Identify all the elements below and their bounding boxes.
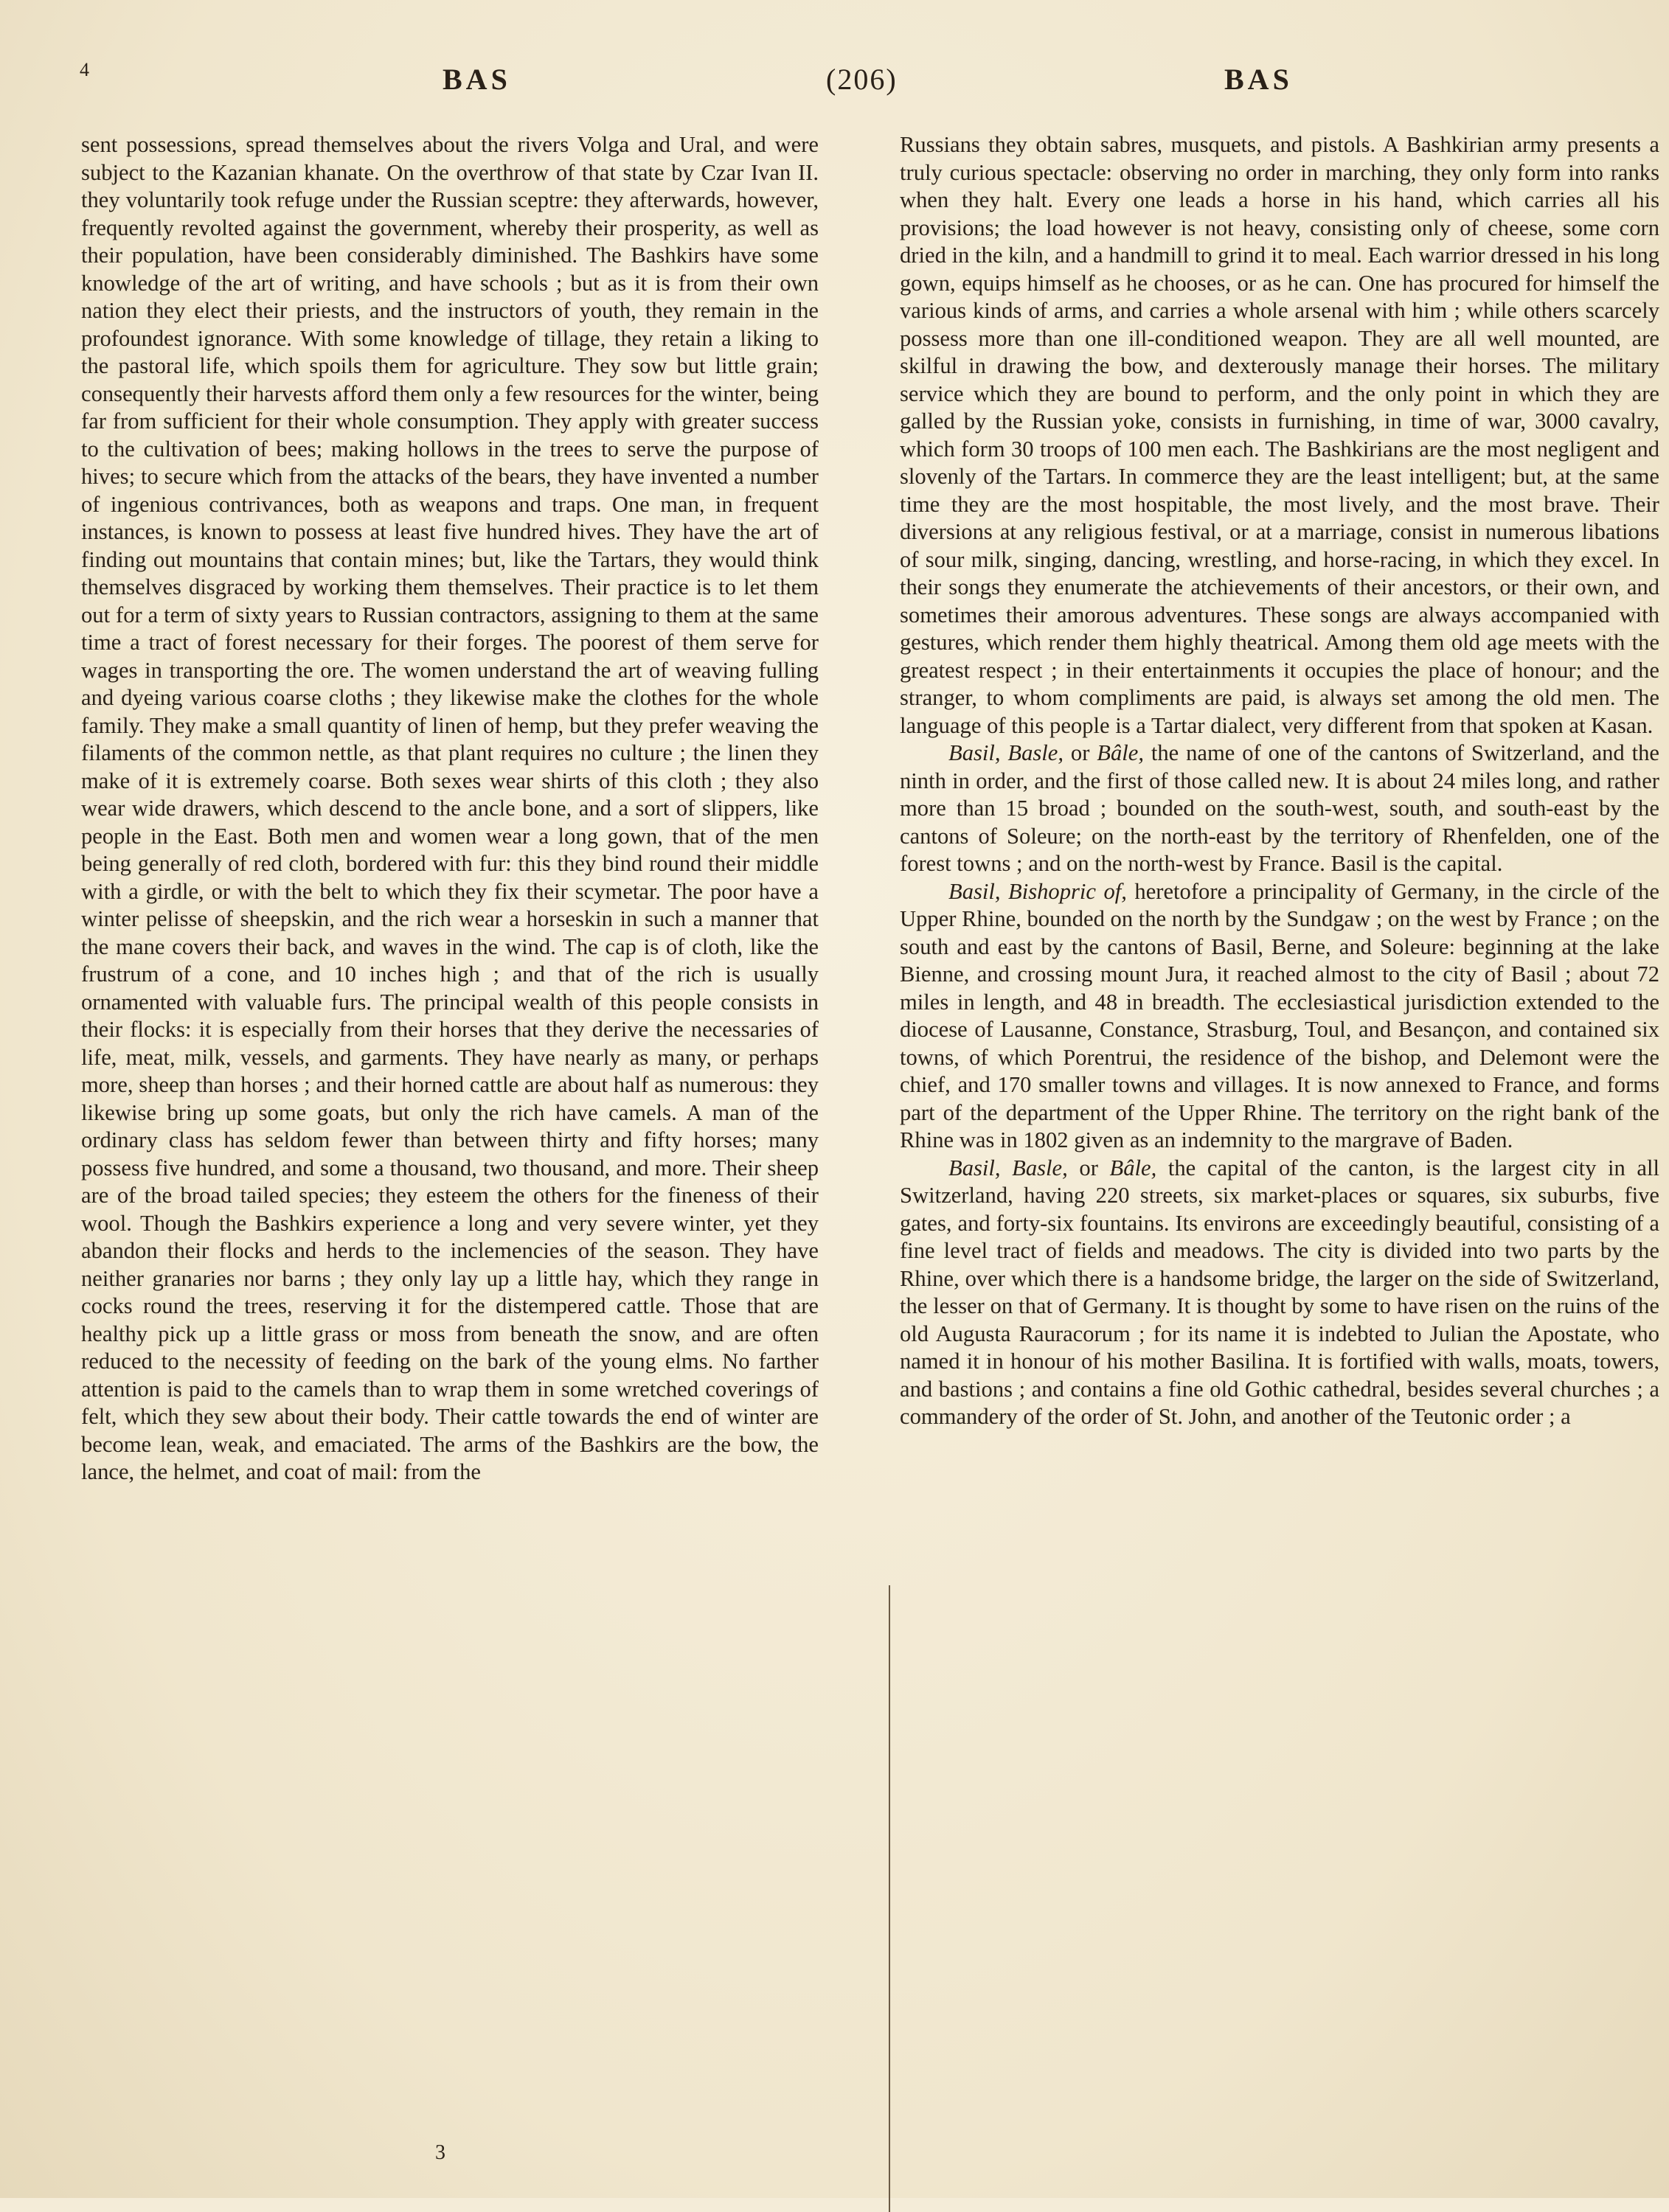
entry-head-connector: or (1070, 740, 1090, 765)
entry-basil-city (900, 1155, 1659, 1431)
entry-basil-canton (900, 740, 1659, 878)
header-left-catchword: BAS (443, 63, 511, 96)
entry-text: the capital of the canton, is the largest city in all Switzerland, having 220 streets, six market-places or squares, six suburbs, five gates, and forty-six fountains. Its environs are exceedingly beautiful, consisting of a fine level tract of fields and meadows. The city is divided into two parts by the Rhine, over which there is a handsome bridge, the larger on the side of Switzerland, the lesser on that of Germany. It is thought by some to have risen on the ruins of the old Augusta Rauracorum ; for its name it is indebted to Julian the Apostate, who named it in honour of his mother Basilina. It is fortified with walls, moats, towers, and bastions ; and contains a fine old Gothic cathedral, besides several churches ; a commandery of the order of St. John, and another of the Teutonic order ; a (900, 1155, 1660, 1429)
page-number: (206) (826, 63, 898, 96)
entry-head-variant: Bâle, (1109, 1155, 1157, 1180)
header-right-catchword: BAS (1224, 63, 1293, 96)
entry-text: heretofore a principality of Germany, in the circle of the Upper Rhine, bounded on the north by the Sundgaw ; on the west by France ; on the south and east by the cantons of Basil, Berne, and Soleure: beginning at the lake Bienne, and crossing mount Jura, it reached almost to the city of Basil ; about 72 miles in length, and 48 in breadth. The ecclesiastical jurisdiction extended to the diocese of Lausanne, Constance, Strasburg, Toul, and Besançon, and contained six towns, of which Porentrui, the residence of the bishop, and Delemont were the chief, and 170 smaller towns and villages. It is now annexed to France, and forms part of the department of the Upper Rhine. The territory on the right bank of the Rhine was in 1802 given as an indemnity to the margrave of Baden. (900, 878, 1659, 1152)
entry-basil-bishopric (900, 878, 1659, 1155)
left-column-text: sent possessions, spread themselves about the rivers Volga and Ural, and were subject to the Kazanian khanate. On the overthrow of that state by Czar Ivan II. they voluntarily took refuge under the Russian sceptre: they afterwards, however, frequently revolted against the government, whereby their prosperity, as well as their population, have been considerably diminished. The Bashkirs have some knowledge of the art of writing, and have schools ; but as it is from their own nation they elect their priests, and the instructors of youth, they remain in the profoundest ignorance. With some knowledge of tillage, they retain a liking to the pastoral life, which spoils them for agriculture. They sow but little grain; consequently their harvests afford them only a few resources for the winter, being far from sufficient for their whole consumption. They apply with greater success to the cultivation of bees; making hollows in the trees to serve the purpose of hives; to secure which from the attacks of the bears, they have invented a number of ingenious contrivances, both as weapons and traps. One man, in frequent instances, is known to possess at least five hundred hives. They have the art of finding out mountains that contain mines; but, like the Tartars, they would think themselves disgraced by working them themselves. Their practice is to let them out for a term of sixty years to Russian contractors, assigning to them at the same time a tract of forest necessary for their forges. The poorest of them serve for wages in transporting the ore. The women understand the art of weaving fulling and dyeing various coarse cloths ; they likewise make the clothes for the whole family. They make a small quantity of linen of hemp, but they prefer weaving the filaments of the common nettle, as that plant requires no culture ; the linen they make of it is extremely coarse. Both sexes wear shirts of this cloth ; they also wear wide drawers, which descend to the ancle bone, and a sort of slippers, like people in the East. Both men and women wear a long gown, that of the men being generally of red cloth, bordered with fur: this they bind round their middle with a girdle, or with the belt to which they fix their scymetar. The poor have a winter pelisse of sheepskin, and the rich wear a horseskin in such a manner that the mane covers their back, and waves in the wind. The cap is of cloth, like the frustrum of a cone, and 10 inches high ; and that of the rich is usually ornamented with valuable furs. The principal wealth of this people consists in their flocks: it is especially from their horses that they derive the necessaries of life, meat, milk, vessels, and garments. They have nearly as many, or perhaps more, sheep than horses ; and their horned cattle are about half as numerous: they likewise bring up some goats, but only the rich have camels. A man of the ordinary class has seldom fewer than between thirty and fifty horses; many possess five hundred, and some a thousand, two thousand, and more. Their sheep are of the broad tailed species; they esteem the others for the fineness of their wool. Though the Bashkirs experience a long and very severe winter, yet they abandon their flocks and herds to the inclemencies of the season. They have neither granaries nor barns ; they only lay up a little hay, which they range in cocks round the trees, reserving it for the distempered cattle. Those that are healthy pick up a little grass or moss from beneath the snow, and are often reduced to the necessity of feeding on the bark of the young elms. No farther attention is paid to the camels than to wrap them in some wretched coverings of felt, which they sew about their body. Their cattle towards the end of winter are become lean, weak, and emaciated. The arms of the Bashkirs are the bow, the lance, the helmet, and coat of mail: from the (81, 132, 819, 1484)
column-rule (889, 1585, 890, 2212)
entry-head-variant: Bâle, (1097, 740, 1144, 765)
entry-head: Basil, Basle, (948, 1155, 1068, 1180)
left-column (81, 131, 819, 1486)
entry-head-connector: or (1079, 1155, 1098, 1180)
page-header (413, 62, 1313, 114)
entry-text: the name of one of the cantons of Switzerland, and the ninth in order, and the first of those called new. It is about 24 miles long, and rather more than 15 broad ; bounded on the south-west, south, and south-east by the cantons of Soleure; on the north-east by the territory of Rhenfelden, one of the forest towns ; and on the north-west by France. Basil is the capital. (900, 740, 1659, 876)
right-column-text: Russians they obtain sabres, musquets, and pistols. A Bashkirian army presents a truly curious spectacle: observing no order in marching, they only form into ranks when they halt. Every one leads a horse in his hand, which carries all his provisions; the load however is not heavy, consisting only of cheese, some corn dried in the kiln, and a handmill to grind it to meal. Each warrior dressed in his long gown, equips himself as he chooses, or as he can. One has procured for himself the various kinds of arms, and carries a whole arsenal with him ; while others scarcely possess more than one ill-conditioned weapon. They are all well mounted, are skilful in drawing the bow, and dexterously manage their horses. The military service which they are bound to perform, and the only point in which they are galled by the Russian yoke, consists in furnishing, in time of war, 3000 cavalry, which form 30 troops of 100 men each. The Bashkirians are the most negligent and slovenly of the Tartars. In commerce they are the least intelligent; but, at the same time they are the most hospitable, the most lively, and the most brave. Their diversions at any religious festival, or at a marriage, consist in numerous libations of sour milk, singing, dancing, wrestling, and horse-racing, in which they excel. In their songs they enumerate the atchievements of their ancestors, or their own, and sometimes their amorous adventures. These songs are always accompanied with gestures, which render them highly theatrical. Among them old age meets with the greatest respect ; in their entertainments it occupies the place of honour; and the stranger, to whom compliments are paid, is always set among the old men. The language of this people is a Tartar dialect, very different from that spoken at Kasan. (900, 132, 1659, 738)
entry-head: Basil, Basle, (948, 740, 1064, 765)
page-mark: 4 (80, 59, 89, 80)
right-column (900, 131, 1659, 1431)
signature-mark: 3 (435, 2141, 445, 2164)
entry-head: Basil, Bishopric of, (948, 878, 1127, 904)
